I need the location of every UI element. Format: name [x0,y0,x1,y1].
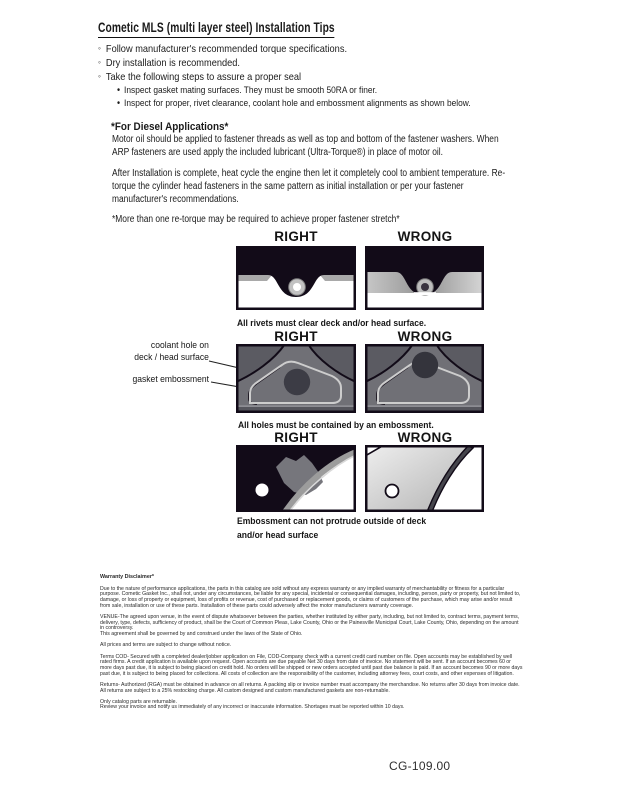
embossment-protrusion-right-diagram [236,445,356,512]
open-circle-bullet-icon: ◦ [98,71,101,81]
diesel-heading: *For Diesel Applications* [111,121,229,133]
right-label: RIGHT [274,430,318,445]
bullet-item [98,56,468,70]
warranty-paragraph: VENUE-The agreed upon venue, in the event of dispute whatsoever between the parties, whether instituted by either party, including, but not limited to, contract terms, payment terms, delivery, type, defects, sufficiency of product, shall be the Court of Common Pleas, Lake County, Ohio or the Painesville Municipal Court, Lake County, Ohio, depending on the amount in controversy. [100,614,520,632]
page-title: Cometic MLS (multi layer steel) Installation Tips [98,20,335,38]
warranty-paragraph: Returns- Authorized (RGA) must be obtained in advance on all returns. A packing slip or invoice number must accompany the merchandise. No returns after 30 days from invoice date. All returns are subject to a 25% restocking charge. All custom designed and custom manufactured gaskets are non-returnable. [100,681,520,694]
bullet-item [98,70,468,84]
diesel-paragraph-2: After Installation is complete, heat cycle the engine then let it completely cool to ambient temperature. Re-torque the cylinder head fasteners in the same pattern as initial installation or per your fastener manufacturer's recommendations. [112,168,506,206]
wrong-label: WRONG [397,329,453,344]
protrusion-caption: Embossment can not protrude outside of deck and/or head surface [237,516,427,540]
rivet-clearance-wrong-diagram [365,246,484,310]
warranty-paragraph: Due to the nature of performance applications, the parts in this catalog are sold without any express warranty or any implied warranty of merchantability or fitness for a particular purpose. Cometic Gasket Inc., shall not, under any circumstances, be liable for any special, incidental or consequential damages, including, person, party or property, but not limited to, damage, or loss of property or equipment, loss of profits or revenue, cost of purchased or replacement goods, or claims of customers of the purchase, which may arise and/or result from sale, installation or use of these parts. Installation of these parts could adversely affect the motor manufacturers warranty coverage. [100,585,521,609]
dot-bullet-icon: • [117,98,121,109]
bullet-text: Take the following steps to assure a proper seal [105,71,302,83]
bullet-text: Inspect for proper, rivet clearance, coolant hole and embossment alignments as shown below. [124,98,471,109]
rivet-caption: All rivets must clear deck and/or head surface. [237,318,427,328]
sub-bullet-item [117,97,471,110]
open-circle-bullet-icon: ◦ [98,43,101,53]
embossment-containment-wrong-diagram [365,344,484,413]
wrong-label: WRONG [397,430,453,445]
warranty-disclaimer [100,575,524,717]
right-label: RIGHT [274,229,318,244]
rivet-clearance-right-diagram [236,246,356,310]
warranty-paragraph: Only catalog parts are returnable. [100,698,177,705]
embossment-containment-right-diagram [236,344,356,413]
diesel-paragraph-3: *More than one re-torque may be required to achieve proper fastener stretch* [112,214,400,225]
warranty-paragraph: Review your invoice and notify us immediately of any incorrect or inaccurate information. Shortages must be reported within 10 days. [100,704,405,711]
warranty-paragraph: This agreement shall be governed by and construed under the laws of the State of Ohio. [100,631,303,638]
warranty-heading: Warranty Disclaimer* [100,574,155,580]
warranty-paragraph: Terms COD- Secured with a completed dealer/jobber application on File, COD-Company check with a current credit card number on file. Open accounts may be established by well rated firms. A credit application is available upon request. Open accounts are due payable Net 30 days from date of invoice. No statement will be sent. If an account becomes 60 or more days past due, it is subject to being placed on credit hold. No orders will be shipped or new orders accepted until past due balance is paid. If an account becomes 90 or more days past due, it is subject to being placed for collections. All costs of collection are the responsibility of the customer, including attorney fees, court costs, and other expenses of litigation. [100,653,523,677]
gasket-embossment-label: gasket embossment [132,374,209,385]
coolant-hole-label: coolant hole on deck / head surface [134,340,209,363]
bullet-text: Follow manufacturer's recommended torque specifications. [105,43,348,55]
dot-bullet-icon: • [117,85,121,96]
diesel-paragraph-1: Motor oil should be applied to fastener threads as well as top and bottom of the fastener washers. When ARP fasteners are used apply the included lubricant (Ultra-Torque®) in place of motor oil. [112,134,499,159]
sub-bullet-item [117,84,471,97]
bullet-item [98,42,468,56]
bullet-text: Inspect gasket mating surfaces. They must be smooth 50RA or finer. [124,85,378,96]
right-label: RIGHT [274,329,318,344]
embossment-protrusion-wrong-diagram [365,445,484,512]
installation-tips-list [98,42,519,110]
open-circle-bullet-icon: ◦ [98,57,101,67]
bullet-text: Dry installation is recommended. [105,57,240,69]
wrong-label: WRONG [397,229,453,244]
holes-caption: All holes must be contained by an embossment. [238,420,434,430]
page-number: CG-109.00 [389,759,451,773]
warranty-paragraph: All prices and terms are subject to change without notice. [100,642,232,649]
